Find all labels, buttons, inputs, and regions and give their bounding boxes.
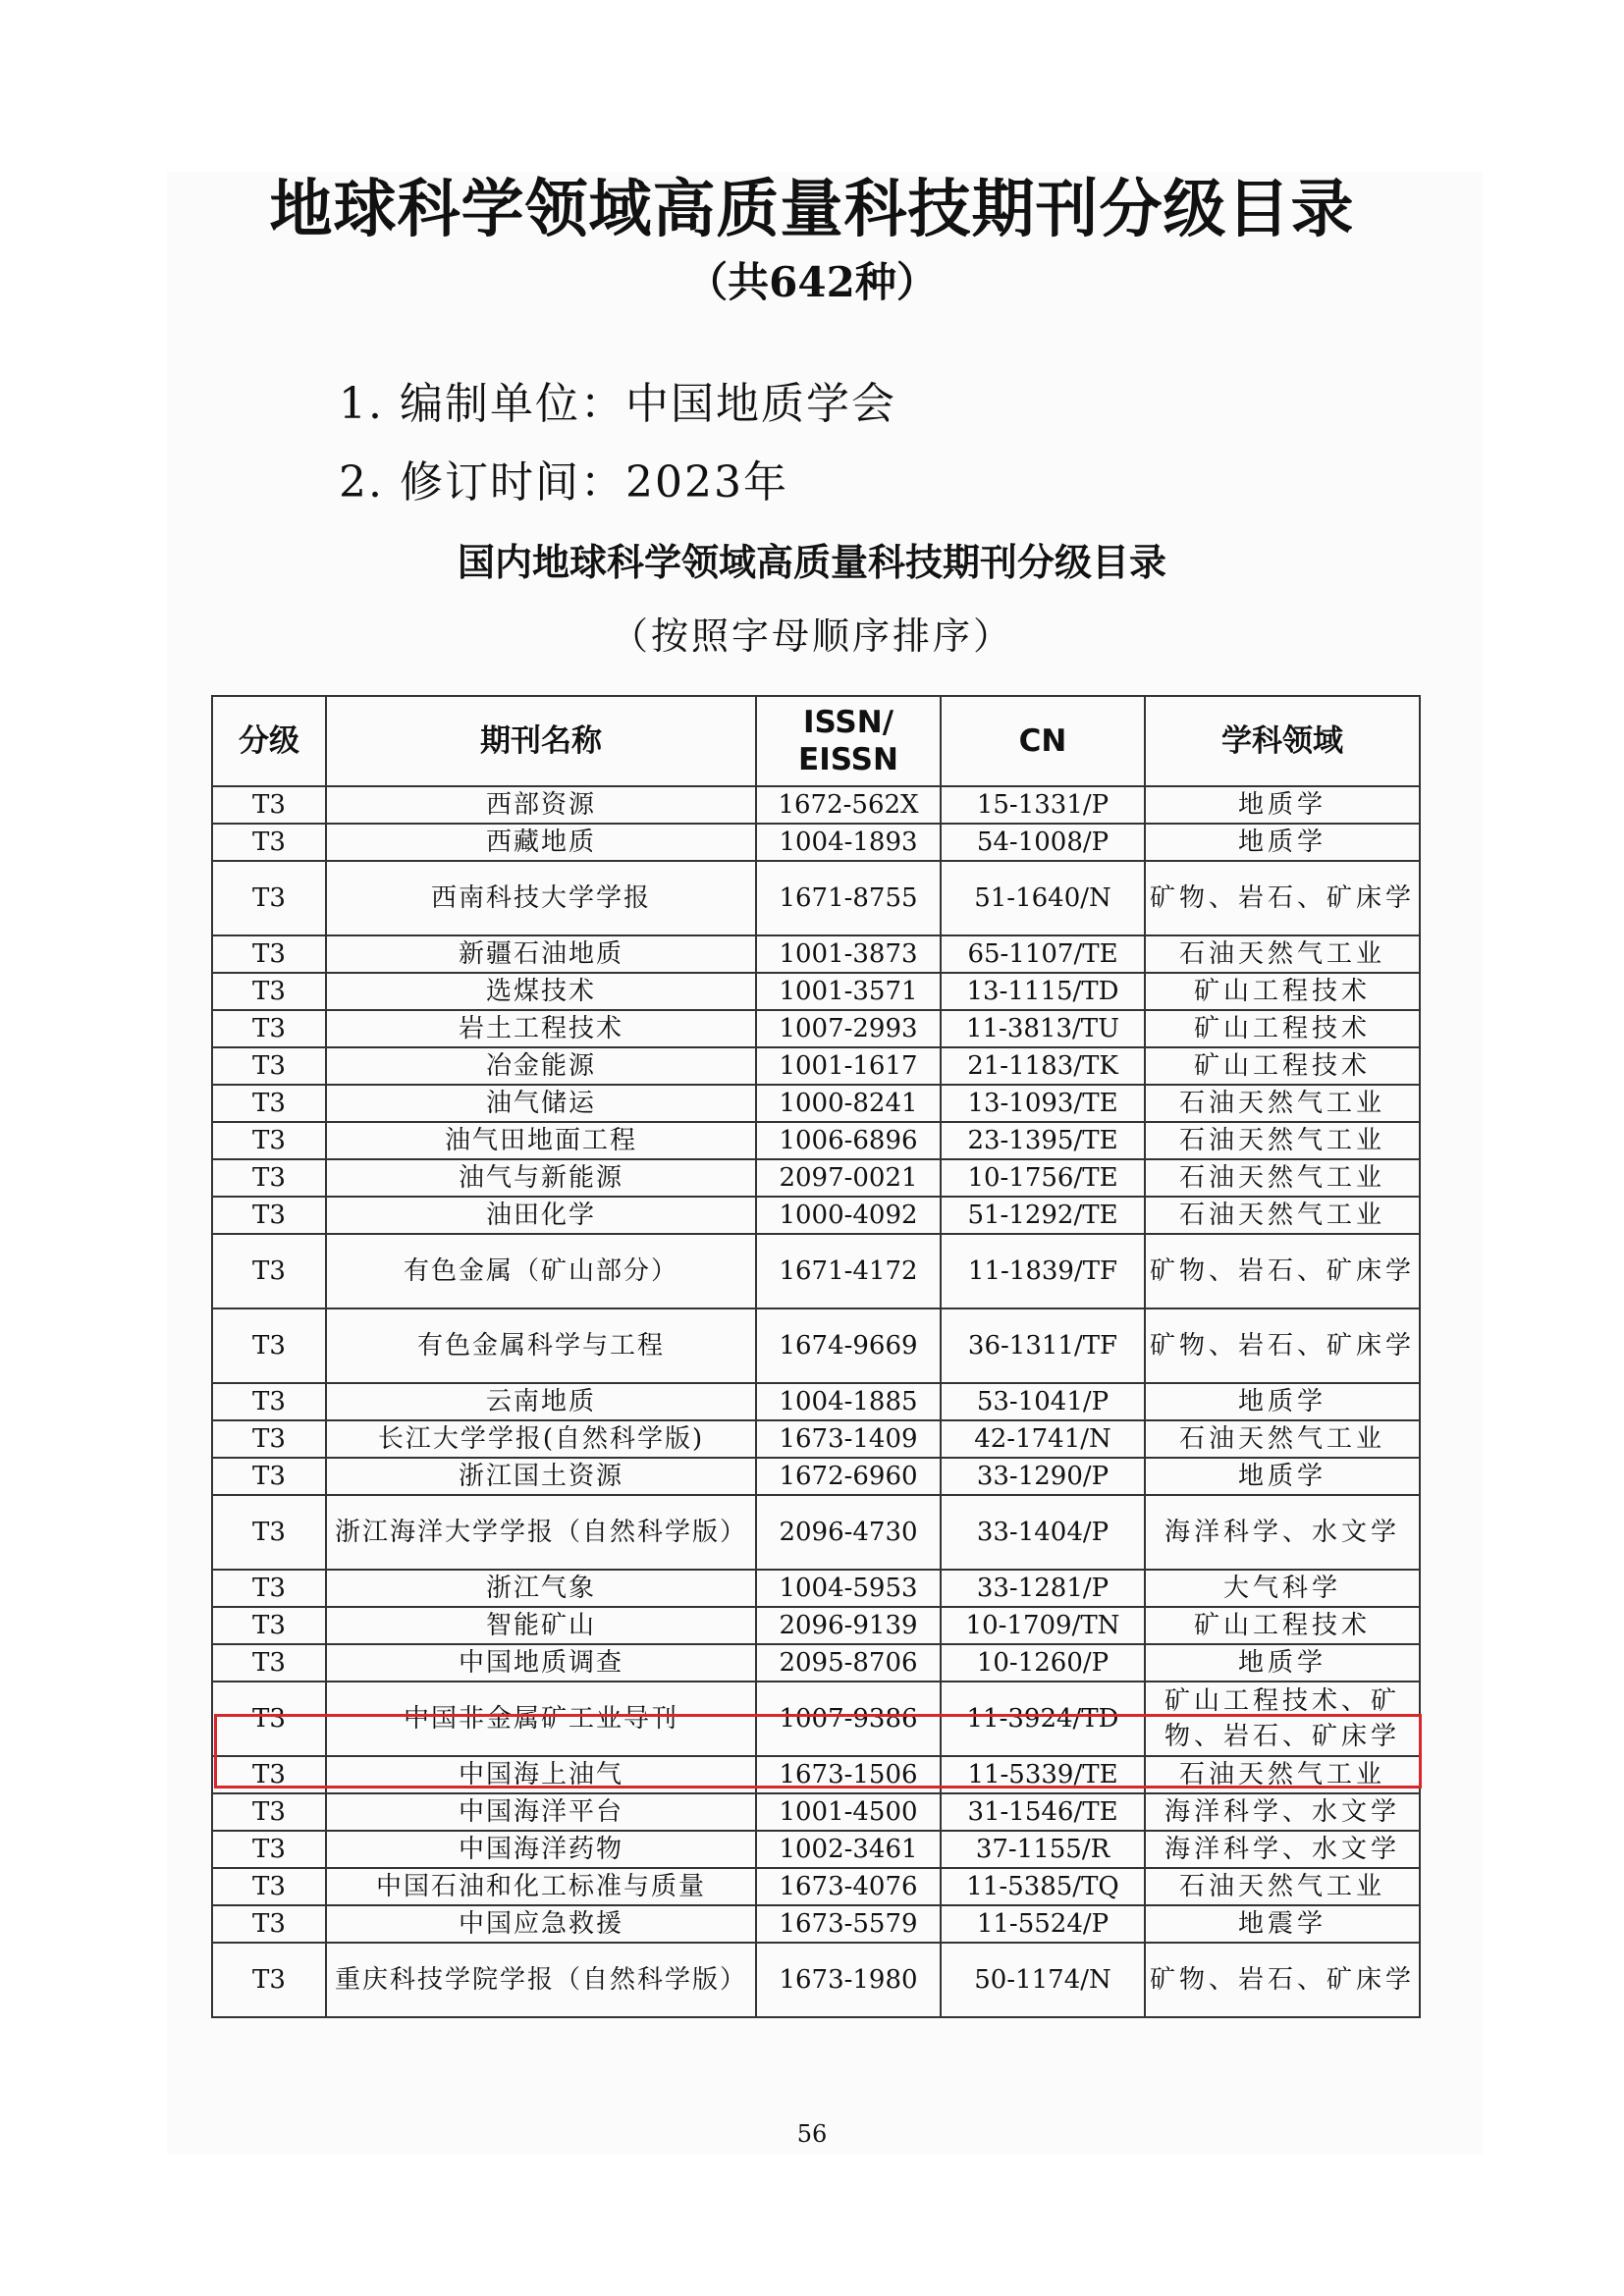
cell-cn: 11-5385/TQ (941, 1868, 1145, 1905)
journal-table (211, 695, 1421, 2018)
header-cn: CN (941, 696, 1145, 786)
table-body (212, 786, 1420, 2017)
cell-journal-name: 中国非金属矿工业导刊 (326, 1682, 756, 1756)
table-row (212, 1458, 1420, 1495)
cell-cn: 37-1155/R (941, 1831, 1145, 1868)
info-revision-date: 2. 修订时间：2023年 (339, 457, 788, 507)
cell-grade: T3 (212, 1644, 326, 1682)
header-issn: ISSN/ EISSN (756, 696, 941, 786)
cell-field: 石油天然气工业 (1145, 1420, 1420, 1458)
cell-cn: 15-1331/P (941, 786, 1145, 824)
cell-field: 石油天然气工业 (1145, 1122, 1420, 1159)
cell-cn: 65-1107/TE (941, 935, 1145, 973)
cell-grade: T3 (212, 1570, 326, 1607)
cell-issn: 1673-4076 (756, 1868, 941, 1905)
cell-issn: 1671-4172 (756, 1234, 941, 1308)
header-grade: 分级 (212, 696, 326, 786)
table-row (212, 1793, 1420, 1831)
cell-field: 地质学 (1145, 1458, 1420, 1495)
cell-cn: 51-1292/TE (941, 1197, 1145, 1234)
cell-grade: T3 (212, 1122, 326, 1159)
cell-cn: 13-1115/TD (941, 973, 1145, 1010)
table-row (212, 1495, 1420, 1570)
cell-journal-name: 冶金能源 (326, 1047, 756, 1085)
cell-journal-name: 中国应急救援 (326, 1905, 756, 1943)
cell-cn: 23-1395/TE (941, 1122, 1145, 1159)
cell-issn: 1001-3571 (756, 973, 941, 1010)
cell-grade: T3 (212, 1868, 326, 1905)
table-row (212, 824, 1420, 861)
cell-issn: 1004-1893 (756, 824, 941, 861)
cell-journal-name: 油田化学 (326, 1197, 756, 1234)
cell-issn: 1004-1885 (756, 1383, 941, 1420)
cell-grade: T3 (212, 1756, 326, 1793)
table-row (212, 861, 1420, 935)
cell-journal-name: 中国地质调查 (326, 1644, 756, 1682)
cell-journal-name: 油气田地面工程 (326, 1122, 756, 1159)
cell-issn: 1671-8755 (756, 861, 941, 935)
cell-field: 地震学 (1145, 1905, 1420, 1943)
cell-cn: 10-1709/TN (941, 1607, 1145, 1644)
cell-cn: 10-1260/P (941, 1644, 1145, 1682)
cell-issn: 1672-6960 (756, 1458, 941, 1495)
cell-cn: 53-1041/P (941, 1383, 1145, 1420)
table-row (212, 1682, 1420, 1756)
cell-journal-name: 油气储运 (326, 1085, 756, 1122)
table-row (212, 1159, 1420, 1197)
cell-issn: 2096-4730 (756, 1495, 941, 1570)
cell-field: 地质学 (1145, 786, 1420, 824)
cell-grade: T3 (212, 1793, 326, 1831)
cell-cn: 11-3924/TD (941, 1682, 1145, 1756)
cell-grade: T3 (212, 1420, 326, 1458)
document-subtitle: （共642种） (686, 258, 938, 306)
cell-journal-name: 中国海洋药物 (326, 1831, 756, 1868)
cell-cn: 10-1756/TE (941, 1159, 1145, 1197)
cell-cn: 11-3813/TU (941, 1010, 1145, 1047)
cell-grade: T3 (212, 1831, 326, 1868)
cell-issn: 1007-2993 (756, 1010, 941, 1047)
cell-issn: 1673-5579 (756, 1905, 941, 1943)
cell-grade: T3 (212, 1495, 326, 1570)
cell-field: 矿物、岩石、矿床学 (1145, 1234, 1420, 1308)
cell-grade: T3 (212, 1197, 326, 1234)
cell-journal-name: 中国石油和化工标准与质量 (326, 1868, 756, 1905)
cell-journal-name: 浙江海洋大学学报（自然科学版） (326, 1495, 756, 1570)
cell-journal-name: 长江大学学报(自然科学版) (326, 1420, 756, 1458)
cell-issn: 1002-3461 (756, 1831, 941, 1868)
cell-grade: T3 (212, 1682, 326, 1756)
cell-field: 矿物、岩石、矿床学 (1145, 1308, 1420, 1383)
cell-field: 地质学 (1145, 1644, 1420, 1682)
cell-journal-name: 中国海上油气 (326, 1756, 756, 1793)
cell-cn: 33-1281/P (941, 1570, 1145, 1607)
page-number: 56 (796, 2120, 828, 2148)
cell-issn: 1673-1506 (756, 1756, 941, 1793)
table-row (212, 1085, 1420, 1122)
cell-journal-name: 浙江国土资源 (326, 1458, 756, 1495)
cell-grade: T3 (212, 1943, 326, 2017)
cell-issn: 1674-9669 (756, 1308, 941, 1383)
cell-field: 石油天然气工业 (1145, 935, 1420, 973)
cell-cn: 42-1741/N (941, 1420, 1145, 1458)
table-row (212, 1943, 1420, 2017)
cell-journal-name: 新疆石油地质 (326, 935, 756, 973)
cell-journal-name: 智能矿山 (326, 1607, 756, 1644)
table-row (212, 1010, 1420, 1047)
cell-issn: 1000-8241 (756, 1085, 941, 1122)
header-journal-name: 期刊名称 (326, 696, 756, 786)
cell-field: 矿山工程技术 (1145, 1047, 1420, 1085)
header-field: 学科领域 (1145, 696, 1420, 786)
cell-cn: 11-1839/TF (941, 1234, 1145, 1308)
cell-grade: T3 (212, 1047, 326, 1085)
cell-grade: T3 (212, 1234, 326, 1308)
cell-field: 矿物、岩石、矿床学 (1145, 861, 1420, 935)
cell-issn: 1673-1409 (756, 1420, 941, 1458)
cell-cn: 33-1290/P (941, 1458, 1145, 1495)
cell-grade: T3 (212, 973, 326, 1010)
cell-grade: T3 (212, 1383, 326, 1420)
table-header-row (212, 696, 1420, 786)
cell-journal-name: 选煤技术 (326, 973, 756, 1010)
table-row (212, 1607, 1420, 1644)
table-row (212, 1420, 1420, 1458)
cell-cn: 31-1546/TE (941, 1793, 1145, 1831)
cell-field: 海洋科学、水文学 (1145, 1793, 1420, 1831)
table-row (212, 973, 1420, 1010)
cell-issn: 1001-3873 (756, 935, 941, 973)
table-row (212, 1383, 1420, 1420)
cell-field: 石油天然气工业 (1145, 1159, 1420, 1197)
table-row (212, 1570, 1420, 1607)
cell-field: 矿山工程技术、矿物、岩石、矿床学 (1145, 1682, 1420, 1756)
cell-grade: T3 (212, 1159, 326, 1197)
cell-journal-name: 西藏地质 (326, 824, 756, 861)
cell-grade: T3 (212, 861, 326, 935)
cell-journal-name: 油气与新能源 (326, 1159, 756, 1197)
cell-issn: 2095-8706 (756, 1644, 941, 1682)
table-row (212, 1831, 1420, 1868)
cell-journal-name: 西南科技大学学报 (326, 861, 756, 935)
cell-field: 矿山工程技术 (1145, 1010, 1420, 1047)
cell-grade: T3 (212, 935, 326, 973)
cell-journal-name: 中国海洋平台 (326, 1793, 756, 1831)
cell-issn: 1004-5953 (756, 1570, 941, 1607)
table-row (212, 1644, 1420, 1682)
cell-field: 海洋科学、水文学 (1145, 1831, 1420, 1868)
table-row (212, 1047, 1420, 1085)
cell-cn: 13-1093/TE (941, 1085, 1145, 1122)
cell-field: 石油天然气工业 (1145, 1197, 1420, 1234)
cell-cn: 51-1640/N (941, 861, 1145, 935)
cell-field: 大气科学 (1145, 1570, 1420, 1607)
cell-issn: 1006-6896 (756, 1122, 941, 1159)
cell-journal-name: 浙江气象 (326, 1570, 756, 1607)
cell-field: 矿山工程技术 (1145, 973, 1420, 1010)
cell-field: 矿山工程技术 (1145, 1607, 1420, 1644)
cell-issn: 1673-1980 (756, 1943, 941, 2017)
cell-field: 地质学 (1145, 1383, 1420, 1420)
cell-issn: 1000-4092 (756, 1197, 941, 1234)
table-row (212, 1308, 1420, 1383)
cell-grade: T3 (212, 1308, 326, 1383)
cell-cn: 54-1008/P (941, 824, 1145, 861)
cell-cn: 21-1183/TK (941, 1047, 1145, 1085)
cell-issn: 2096-9139 (756, 1607, 941, 1644)
cell-grade: T3 (212, 786, 326, 824)
cell-field: 矿物、岩石、矿床学 (1145, 1943, 1420, 2017)
cell-grade: T3 (212, 1458, 326, 1495)
cell-field: 石油天然气工业 (1145, 1868, 1420, 1905)
cell-journal-name: 云南地质 (326, 1383, 756, 1420)
cell-grade: T3 (212, 824, 326, 861)
cell-grade: T3 (212, 1085, 326, 1122)
cell-cn: 11-5339/TE (941, 1756, 1145, 1793)
info-compiler: 1. 编制单位：中国地质学会 (339, 379, 896, 429)
cell-field: 石油天然气工业 (1145, 1085, 1420, 1122)
cell-cn: 36-1311/TF (941, 1308, 1145, 1383)
section-title: 国内地球科学领域高质量科技期刊分级目录 (457, 541, 1166, 584)
section-subtitle: （按照字母顺序排序） (610, 614, 1013, 658)
cell-field: 地质学 (1145, 824, 1420, 861)
cell-journal-name: 岩土工程技术 (326, 1010, 756, 1047)
cell-journal-name: 重庆科技学院学报（自然科学版） (326, 1943, 756, 2017)
cell-journal-name: 有色金属科学与工程 (326, 1308, 756, 1383)
cell-cn: 33-1404/P (941, 1495, 1145, 1570)
cell-grade: T3 (212, 1905, 326, 1943)
cell-field: 石油天然气工业 (1145, 1756, 1420, 1793)
cell-issn: 1001-1617 (756, 1047, 941, 1085)
cell-cn: 50-1174/N (941, 1943, 1145, 2017)
cell-cn: 11-5524/P (941, 1905, 1145, 1943)
table-row (212, 1905, 1420, 1943)
table-row (212, 1756, 1420, 1793)
cell-issn: 1001-4500 (756, 1793, 941, 1831)
table-row (212, 1197, 1420, 1234)
table-row (212, 935, 1420, 973)
cell-journal-name: 有色金属（矿山部分） (326, 1234, 756, 1308)
cell-field: 海洋科学、水文学 (1145, 1495, 1420, 1570)
cell-grade: T3 (212, 1607, 326, 1644)
cell-grade: T3 (212, 1010, 326, 1047)
cell-issn: 2097-0021 (756, 1159, 941, 1197)
table-row (212, 1868, 1420, 1905)
document-title: 地球科学领域高质量科技期刊分级目录 (269, 174, 1355, 246)
table-row (212, 786, 1420, 824)
table-row (212, 1234, 1420, 1308)
cell-issn: 1672-562X (756, 786, 941, 824)
cell-issn: 1007-9386 (756, 1682, 941, 1756)
table-row (212, 1122, 1420, 1159)
cell-journal-name: 西部资源 (326, 786, 756, 824)
